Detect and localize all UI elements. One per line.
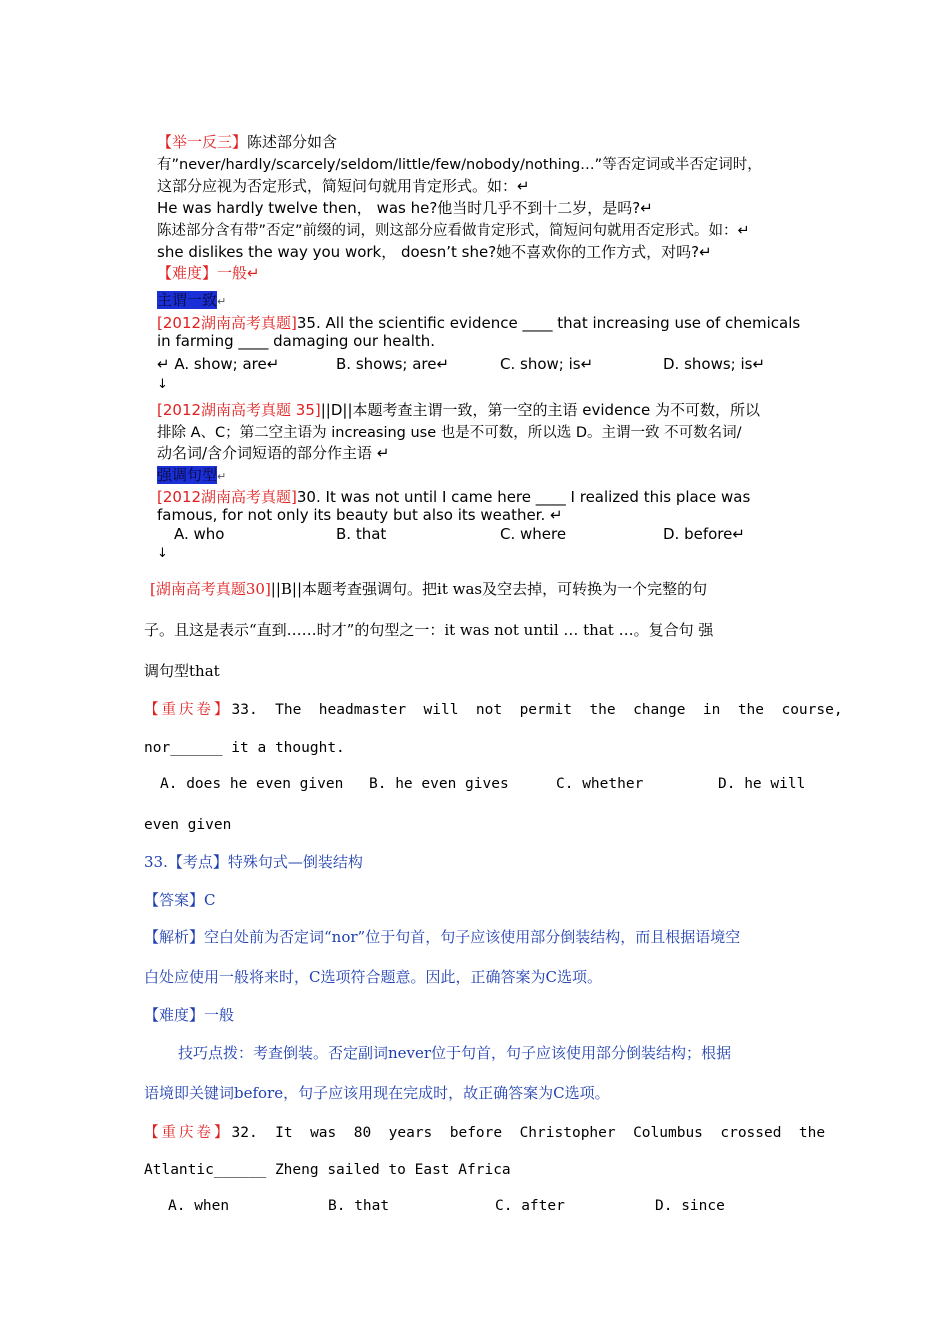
paragraph-mark: ↵ bbox=[217, 470, 227, 483]
sec1-answer-line3: 动名词/含介词短语的部分作主语 ↵ bbox=[157, 444, 390, 462]
q33-jiexi-text1: 空白处前为否定词“nor”位于句首，句子应该使用部分倒装结构，而且根据语境空 bbox=[204, 928, 741, 946]
q33-option-d: D. he will bbox=[718, 776, 806, 792]
q33-option-b: B. he even gives bbox=[369, 776, 509, 792]
q33-line2: nor______ it a thought. bbox=[144, 740, 345, 756]
q32-line1 bbox=[144, 1121, 825, 1142]
sec2-answer-line2: 子。且这是表示“直到……时才”的句型之一：it was not until … that …。复合句 强 bbox=[144, 621, 714, 639]
q33-difficulty bbox=[144, 1004, 234, 1025]
q32-option-d: D. since bbox=[655, 1198, 725, 1214]
q33-line1 bbox=[144, 698, 843, 719]
sec1-question-line2: in farming ____ damaging our health. bbox=[157, 332, 436, 350]
q33-kaodian bbox=[144, 851, 363, 872]
q32-line2: Atlantic______ Zheng sailed to East Africa bbox=[144, 1162, 511, 1178]
sec2-question-tag: [2012湖南高考真题] bbox=[157, 488, 297, 506]
q33-kaodian-val: 特殊句式—倒装结构 bbox=[227, 853, 363, 871]
sec2-question-line1 bbox=[157, 486, 750, 507]
sec1-option-b: B. shows; are↵ bbox=[336, 355, 450, 373]
paragraph-mark: ↵ bbox=[217, 295, 227, 308]
sec2-option-b: B. that bbox=[336, 525, 387, 543]
q32-tag: 【重庆卷】 bbox=[144, 1125, 232, 1141]
block1-line2: 有”never/hardly/scarcely/seldom/little/few/nobody/nothing…”等否定词或半否定词时， bbox=[157, 157, 762, 173]
block1-title-tag: 【举一反三】 bbox=[157, 133, 248, 151]
section-heading-agreement-text: 主谓一致 bbox=[157, 291, 218, 309]
sec1-question-line1 bbox=[157, 312, 800, 333]
sec1-option-c: C. show; is↵ bbox=[500, 355, 594, 373]
sec2-option-d: D. before↵ bbox=[663, 525, 745, 543]
block1-difficulty-tag: 【难度】 bbox=[157, 264, 218, 282]
sec2-option-c: C. where bbox=[500, 525, 567, 543]
section-heading-emphasis-text: 强调句型 bbox=[157, 466, 218, 484]
q33-text1: 33. The headmaster will not permit the change in the course, bbox=[231, 702, 843, 718]
q33-option-c: C. whether bbox=[556, 776, 644, 792]
q33-answer bbox=[144, 889, 216, 910]
sec1-question-tag: [2012湖南高考真题] bbox=[157, 314, 297, 332]
section-heading-emphasis bbox=[157, 464, 226, 485]
sec2-answer-tag: [湖南高考真题30] bbox=[150, 580, 271, 598]
sec1-answer-tag: [2012湖南高考真题 35] bbox=[157, 401, 321, 419]
block1-line3: 这部分应视为否定形式，简短问句就用肯定形式。如：↵ bbox=[157, 177, 530, 195]
block1-title bbox=[157, 131, 337, 152]
q33-line4: even given bbox=[144, 817, 232, 833]
sec1-question-text1: 35. All the scientific evidence ____ that increasing use of chemicals bbox=[296, 314, 801, 332]
section-heading-agreement bbox=[157, 289, 226, 310]
sec1-answer-line2: 排除 A、C；第二空主语为 increasing use 也是不可数，所以选 D。主谓一致 不可数名词/ bbox=[157, 425, 742, 441]
q33-tip-line2: 语境即关键词before，句子应该用现在完成时，故正确答案为C选项。 bbox=[144, 1084, 610, 1102]
sec1-option-a: ↵ A. show; are↵ bbox=[157, 355, 280, 373]
block1-line5: 陈述部分含有带”否定”前缀的词，则这部分应看做肯定形式，简短问句就用否定形式。如：↵ bbox=[157, 223, 750, 239]
sec1-answer-text1: ||D||本题考查主谓一致，第一空的主语 evidence 为不可数，所以 bbox=[320, 401, 761, 419]
sec1-blank-mark: ↓ bbox=[157, 377, 168, 392]
q33-answer-tag: 【答案】 bbox=[144, 891, 205, 909]
sec2-question-text1: 30. It was not until I came here ____ I realized this place was bbox=[296, 488, 751, 506]
q32-text1: 32. It was 80 years before Christopher Columbus crossed the bbox=[231, 1125, 826, 1141]
q33-difficulty-val: 一般 bbox=[204, 1006, 235, 1024]
sec2-option-a: A. who bbox=[174, 525, 225, 543]
q33-kaodian-num: 33. bbox=[144, 853, 168, 871]
block1-title-rest: 陈述部分如含 bbox=[247, 133, 338, 151]
q32-option-a: A. when bbox=[168, 1198, 230, 1214]
q33-difficulty-tag: 【难度】 bbox=[144, 1006, 205, 1024]
q33-option-a: A. does he even given bbox=[160, 776, 344, 792]
sec2-answer-line3: 调句型that bbox=[144, 662, 220, 680]
q33-jiexi-line1 bbox=[144, 926, 740, 947]
q33-tip-line1: 技巧点拨：考查倒装。否定副词never位于句首，句子应该使用部分倒装结构；根据 bbox=[178, 1044, 732, 1062]
block1-difficulty-val: 一般↵ bbox=[217, 264, 260, 282]
q33-jiexi-line2: 白处应使用一般将来时，C选项符合题意。因此，正确答案为C选项。 bbox=[144, 968, 602, 986]
q32-option-c: C. after bbox=[495, 1198, 565, 1214]
sec2-answer-line1 bbox=[150, 578, 707, 599]
sec2-blank-mark: ↓ bbox=[157, 546, 168, 561]
sec2-answer-text1: ||B||本题考查强调句。把it was及空去掉，可转换为一个完整的句 bbox=[270, 580, 708, 598]
block1-difficulty bbox=[157, 262, 260, 283]
sec1-option-d: D. shows; is↵ bbox=[663, 355, 766, 373]
q33-tag: 【重庆卷】 bbox=[144, 702, 232, 718]
sec2-question-line2: famous, for not only its beauty but also its weather. ↵ bbox=[157, 506, 563, 524]
block1-line6: she dislikes the way you work， doesn’t she?她不喜欢你的工作方式，对吗?↵ bbox=[157, 243, 712, 261]
q33-kaodian-tag: 【考点】 bbox=[167, 853, 228, 871]
q33-answer-val: C bbox=[204, 891, 216, 909]
q33-jiexi-tag: 【解析】 bbox=[144, 928, 205, 946]
sec1-answer-line1 bbox=[157, 399, 760, 420]
block1-line4: He was hardly twelve then， was he?他当时几乎不到十二岁，是吗?↵ bbox=[157, 199, 653, 217]
q32-option-b: B. that bbox=[328, 1198, 390, 1214]
